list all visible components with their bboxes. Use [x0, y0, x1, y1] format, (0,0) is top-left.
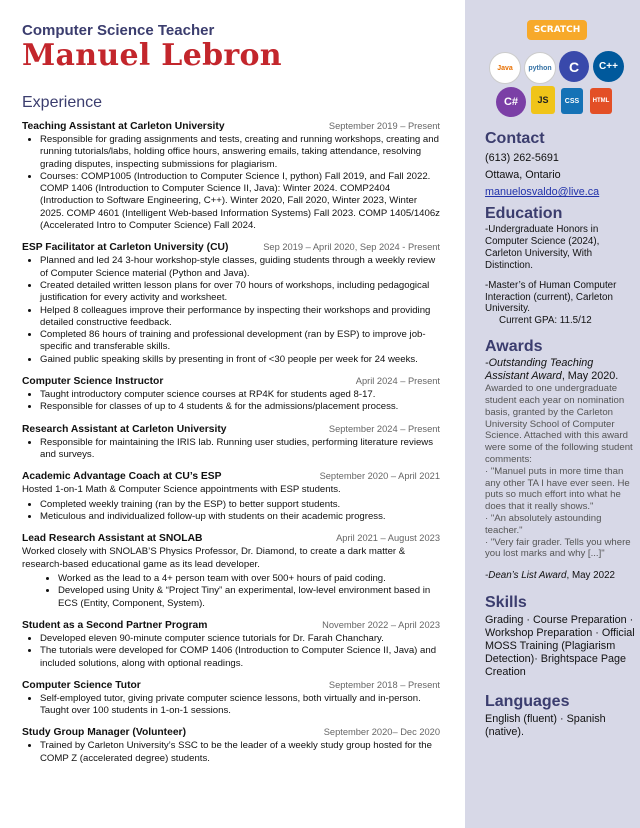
award-ta-date: , May 2020.: [561, 370, 619, 383]
job-bullet: • Planned and led 24 3-hour workshop-style classes, guiding students through a weekly review of Computer Science material (Python and Java).: [40, 255, 440, 280]
job-date: September 2020 – April 2021: [319, 471, 440, 482]
location: Ottawa, Ontario: [485, 169, 561, 181]
job-title: Computer Science Tutor: [22, 679, 141, 691]
job-title: Study Group Manager (Volunteer): [22, 727, 186, 739]
job-date: April 2024 – Present: [355, 376, 440, 387]
skills-heading: Skills: [485, 594, 527, 612]
job-header: [22, 121, 440, 132]
job-intro: Hosted 1-on-1 Math & Computer Science appointments with ESP students.: [22, 484, 341, 496]
csharp-logo-icon: C#: [496, 87, 526, 117]
job-bullets: [22, 437, 440, 462]
job-bullets: [22, 573, 440, 610]
student-quote-2: · "An absolutely astounding teacher.": [485, 513, 602, 536]
award-deans-list-date: , May 2022: [566, 570, 615, 582]
job-entry: [22, 471, 440, 523]
cpp-logo-icon: C++: [593, 51, 624, 82]
award-ta: [485, 357, 635, 383]
education-heading: Education: [485, 205, 563, 222]
job-bullet: • Created detailed written lesson plans for over 70 hours of workshops, including pedagogical justification for every activity and worksheet.: [40, 280, 440, 305]
award-ta-description: Awarded to one undergraduate student each year on nomination basis, granted by the Carleton University School of Computer Science. Attached with this award were some of the following student comments:: [485, 383, 633, 466]
job-header: [22, 620, 440, 631]
job-header: [22, 376, 440, 387]
job-bullet: • The tutorials were developed for COMP 1406 (Introduction to Computer Science II, Java) and included solutions, along with optional readings.: [40, 645, 440, 670]
job-bullets: [22, 499, 440, 524]
languages-text: English (fluent) · Spanish (native).: [485, 713, 606, 739]
sidebar: [465, 0, 640, 828]
languages-heading: Languages: [485, 693, 570, 711]
job-bullets: [22, 633, 440, 670]
job-bullets: [22, 693, 440, 718]
job-bullets: [22, 389, 440, 414]
award-deans-list-name: -Dean’s List Award: [485, 570, 567, 582]
experience-list: [22, 121, 440, 765]
award-deans-list: [485, 570, 635, 582]
job-header: [22, 424, 440, 435]
skills-text: Grading · Course Preparation · Workshop Preparation · Official MOSS Training (Plagiarism Detection)· Brightspace Page Creation: [485, 614, 635, 679]
email-link[interactable]: manuelosvaldo@live.ca: [485, 186, 600, 198]
job-entry: [22, 727, 440, 765]
student-quote-1: · "Manuel puts in more time than any other TA I have ever seen. He puts so much effort into what he does that it really shows.": [485, 465, 630, 513]
job-date: September 2019 – Present: [328, 121, 440, 131]
job-entry: [22, 242, 440, 366]
job-bullet: • Taught introductory computer science courses at RP4K for students aged 8-17.: [40, 389, 440, 401]
css-logo-icon: CSS: [561, 88, 583, 114]
contact-block: [485, 152, 635, 199]
job-header: [22, 471, 440, 482]
job-bullet: • Gained public speaking skills by presenting in front of <30 people per week for 24 weeks.: [40, 354, 440, 366]
job-title: ESP Facilitator at Carleton University (CU): [22, 242, 229, 254]
scratch-logo-icon: SCRATCH: [527, 20, 587, 40]
job-header: [22, 680, 440, 691]
job-header: [22, 533, 440, 544]
job-intro: Worked closely with SNOLAB’S Physics Professor, Dr. Diamond, to create a dark matter & research-based educational game as its lead developer.: [22, 546, 406, 570]
experience-heading: Experience: [22, 94, 103, 111]
education-item-undergrad: -Undergraduate Honors in Computer Science (2024), Carleton University, With Distinction.: [485, 224, 600, 271]
gpa-text: Current GPA: 11.5/12: [499, 315, 592, 327]
c-logo-icon: C: [559, 51, 589, 82]
job-title: Academic Advantage Coach at CU’s ESP: [22, 471, 222, 483]
job-bullet: • Completed 86 hours of training and professional development (ran by ESP) to improve job-specific and transferable skills.: [40, 329, 440, 354]
job-title: Lead Research Assistant at SNOLAB: [22, 533, 203, 545]
job-bullet: • Responsible for grading assignments and tests, creating and running workshops, creating and running tutorials/labs, holding office hours, answering emails, taking attendance, resolving grading disputes, inspecting submissions for plagiarism.: [40, 134, 440, 171]
python-logo-icon: python: [524, 52, 556, 84]
main-column: [22, 18, 440, 775]
job-bullet: • Responsible for classes of up to 4 students & for the admissions/placement process.: [40, 401, 440, 413]
javascript-logo-icon: JS: [531, 86, 555, 114]
job-entry: [22, 424, 440, 462]
job-role-title: Computer Science Teacher: [22, 22, 215, 39]
job-entry: [22, 533, 440, 610]
job-bullet: • Trained by Carleton University’s SSC to be the leader of a weekly study group hosted for the COMP Z (accelerated degree) students.: [40, 740, 440, 765]
job-bullet: • Developed using Unity & “Project Tiny” an experimental, low-level environment based in ECS (Entity, Component, System).: [58, 585, 440, 610]
job-bullet: • Meticulous and individualized follow-up with students on their academic progress.: [40, 511, 440, 523]
job-title: Student as a Second Partner Program: [22, 619, 208, 631]
java-logo-icon: Java: [489, 52, 521, 84]
award-ta-name: -Outstanding Teaching Assistant Award: [485, 357, 594, 383]
student-quote-3: · "Very fair grader. Tells you where you lost marks and why [...]": [485, 536, 631, 560]
education-item-masters: -Master’s of Human Computer Interaction (current), Carleton University.: [485, 279, 617, 315]
job-bullet: • Responsible for maintaining the IRIS lab. Running user studies, performing literature reviews and surveys.: [40, 437, 440, 462]
job-header: [22, 242, 440, 253]
job-header: [22, 727, 440, 738]
job-entry: [22, 376, 440, 414]
job-bullets: [22, 740, 440, 765]
job-title: Research Assistant at Carleton University: [22, 423, 227, 435]
awards-heading: Awards: [485, 338, 543, 356]
job-title: Teaching Assistant at Carleton University: [22, 121, 225, 132]
job-title: Computer Science Instructor: [22, 376, 164, 388]
job-bullets: [22, 255, 440, 366]
job-date: Sep 2019 – April 2020, Sep 2024 - Present: [263, 242, 440, 253]
job-bullet: • Courses: COMP1005 (Introduction to Computer Science I, python) Fall 2019, and Fall 2022. COMP 1406 (Introduction to Computer Science II, Java): Winter 2024. COMP2404 (Introduction to Software Engineering, C++). Winter 2020, Fall 2020, Winter 2023, Winter 2025. COMP 4601 (Intelligent Web-based Information Systems) Fall 2023. COMP 1405/1406z (Accelerated Intro to Computer Science) Fall 2024.: [40, 171, 440, 232]
job-date: November 2022 – April 2023: [322, 619, 440, 630]
phone-number: (613) 262-5691: [485, 152, 559, 164]
job-entry: [22, 121, 440, 232]
job-bullet: • Completed weekly training (ran by the ESP) to better support students.: [40, 499, 440, 511]
job-date: April 2021 – August 2023: [336, 533, 440, 544]
job-bullet: • Developed eleven 90-minute computer science tutorials for Dr. Farah Chanchary.: [40, 633, 440, 645]
job-date: September 2024 – Present: [328, 423, 440, 434]
job-date: September 2018 – Present: [328, 679, 440, 690]
job-entry: [22, 620, 440, 670]
html-logo-icon: HTML: [590, 88, 612, 114]
job-entry: [22, 680, 440, 718]
contact-heading: Contact: [485, 130, 545, 147]
job-bullet: • Self-employed tutor, giving private computer science lessons, both virtually and in-person. Taught over 100 students in 1-on-1 sessions.: [40, 693, 440, 718]
job-bullet: • Helped 8 colleagues improve their performance by inspecting their workshops and providing detailed constructive feedback.: [40, 305, 440, 330]
job-bullet: • Worked as the lead to a 4+ person team with over 500+ hours of paid coding.: [58, 573, 440, 585]
job-date: September 2020– Dec 2020: [323, 727, 440, 738]
job-bullets: [22, 134, 440, 232]
sidebar-content: [485, 130, 635, 739]
person-name: Manuel Lebron: [22, 38, 282, 73]
